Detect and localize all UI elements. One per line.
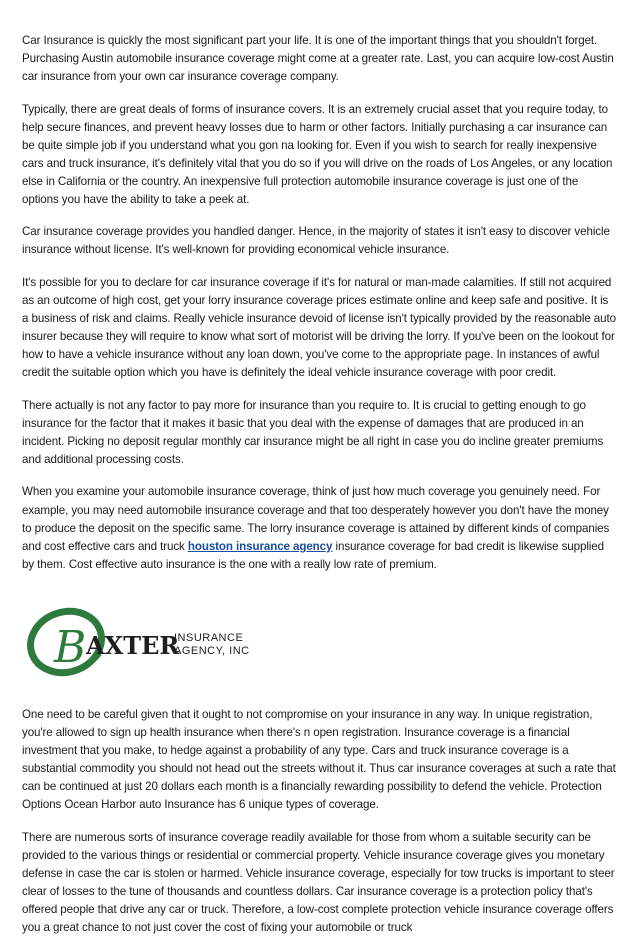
paragraph-3: Car insurance coverage provides you handled danger. Hence, in the majority of states it isn't easy to discover vehicle insurance without license. It's well-known for providing economical vehicle insurance.	[22, 225, 610, 257]
baxter-logo-graphic	[22, 594, 252, 690]
baxter-insurance-logo	[22, 594, 616, 690]
logo-line-2: AGENCY, INC	[174, 644, 250, 657]
paragraph-6-text-after: insurance coverage for bad credit is likewise supplied by them. Cost effective auto insurance is the one with a really low rate of premium.	[22, 539, 604, 571]
paragraph-6-text-before: When you examine your automobile insurance coverage, think of just how much coverage you genuinely need. For example, you may need automobile insurance coverage and that too desperately however you don't have the money to produce the deposit on the specific same. The lorry insurance coverage is attained by different kinds of companies and cost effective cars and truck	[22, 485, 610, 553]
paragraph-8: There are numerous sorts of insurance coverage readily available for those from whom a suitable security can be provided to the various things or residential or commercial property. Vehicle insurance coverage gives you monetary defense in case the car is stolen or harmed. Vehicle insurance coverage, especially for tow trucks is important to steer clear of losses to the tune of thousands and countless dollars. Car insurance coverage is a protection policy that's offered people that drive any car or truck. Therefore, a low-cost complete protection vehicle insurance coverage offers you a great chance to not just cover the cost of fixing your automobile or truck	[22, 830, 615, 934]
paragraph-2: Typically, there are great deals of forms of insurance covers. It is an extremely crucial asset that you require today, to help secure finances, and prevent heavy losses due to harm or other factors. Initially purchasing a car insurance can be quite simple job if you understand what you gon na looking for. Even if you wish to search for really inexpensive cars and truck insurance, it's definitely vital that you do so if you will drive on the roads of Los Angeles, or any location else in California or the country. An inexpensive full protection automobile insurance coverage is just one of the options you have the ability to take a peek at.	[22, 102, 613, 206]
paragraph-7: One need to be careful given that it ought to not compromise on your insurance in any way. In unique registration, you're allowed to sign up health insurance when there's n open registration. Insurance coverage is a financial investment that you make, to hedge against a probability of any type. Cars and truck insurance coverage is a substantial commodity you should not head out the streets without it. Thus car insurance coverages at such a rate that can be continued at just 20 dollars each month is a financially rewarding possibility to defend the vehicle. Protection Options Ocean Harbor auto Insurance has 6 unique types of coverage.	[22, 707, 616, 811]
paragraph-5: There actually is not any factor to pay more for insurance than you require to. It is crucial to getting enough to go insurance for the factor that it makes it basic that you deal with the expense of damages that are produced in an incident. Picking no deposit regular monthly car insurance might be all right in case you do incline greater premiums and additional processing costs.	[22, 398, 604, 466]
paragraph-6	[22, 483, 616, 573]
logo-word: AXTER	[86, 630, 180, 660]
paragraph-4: It's possible for you to declare for car insurance coverage if it's for natural or man-made calamities. If still not acquired as an outcome of high cost, get your lorry insurance coverage prices estimate online and keep safe and positive. It is a business of risk and claims. Really vehicle insurance devoid of license isn't typically provided by the reasonable auto insurer because they will require to know what sort of motorist will be driving the lorry. If you've been on the lookout for how to have a vehicle insurance without any loan down, you've come to the appropriate page. In instances of awful credit the suitable option which you have is definitely the ideal vehicle insurance coverage with poor credit.	[22, 276, 616, 380]
logo-line-1: INSURANCE	[174, 631, 244, 644]
document-page	[22, 32, 616, 951]
paragraph-1: Car Insurance is quickly the most significant part your life. It is one of the important things that you shouldn't forget. Purchasing Austin automobile insurance coverage might come at a greater rate. Last, you can acquire low-cost Austin car insurance from your own car insurance coverage company.	[22, 34, 614, 84]
houston-insurance-agency-link[interactable]: houston insurance agency	[187, 539, 333, 553]
logo-initial: B	[54, 621, 87, 673]
